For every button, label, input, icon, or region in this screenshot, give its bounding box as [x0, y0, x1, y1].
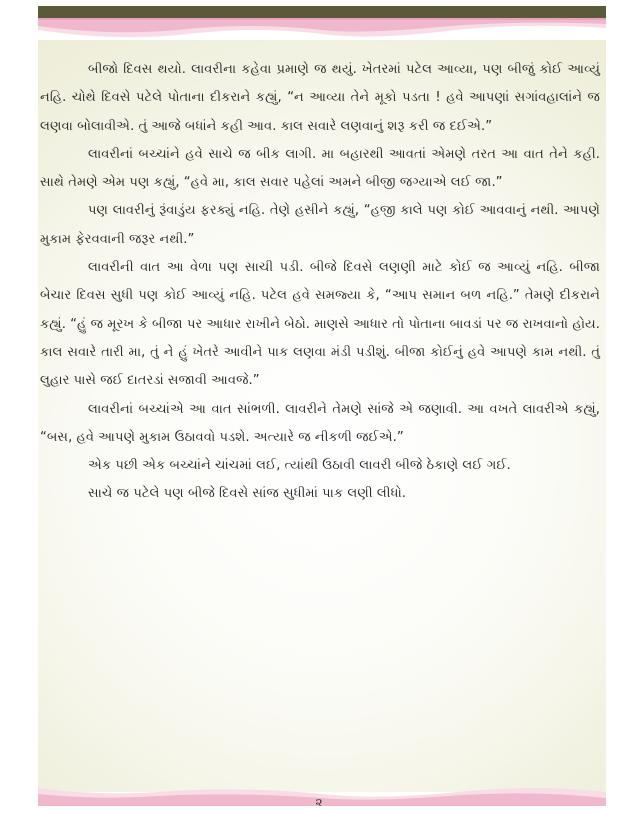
paragraph: લાવરીનાં બચ્ચાંએ આ વાત સાંભળી. લાવરીને તેમણે સાંજે એ જણાવી. આ વખતે લાવરીએ કહ્યું, “બસ, હવે આપણે મુકામ ઉઠાવવો પડશે. અત્યારે જ નીકળી જઈએ.” [40, 401, 600, 445]
paragraph: પણ લાવરીનું રૂંવાડુંય ફરક્યું નહિ. તેણે હસીને કહ્યું, “હજી કાલે પણ કોઈ આવવાનું નથી. આપણે મુકામ ફેરવવાની જરૂર નથી.” [40, 203, 600, 247]
page-number: ૨ [315, 795, 323, 809]
paragraph: લાવરીની વાત આ વેળા પણ સાચી પડી. બીજે દિવસે લણણી માટે કોઈ જ આવ્યું નહિ. બીજા બેચાર દિવસ સુધી પણ કોઈ આવ્યું નહિ. પટેલ હવે સમજ્યા કે, “આપ સમાન બળ નહિ.” તેમણે દીકરાને કહ્યું. “હું જ મૂરખ કે બીજા પર આધાર રાખીને બેઠો. માણસે આધાર તો પોતાના બાવડાં પર જ રાખવાનો હોય. કાલ સવારે તારી મા, તું ને હું ખેતરે આવીને પાક લણવા મંડી પડીશું. બીજા કોઈનું હવે આપણે કામ નથી. તું લુહાર પાસે જઈ દાતરડાં સજાવી આવજે.” [40, 260, 600, 389]
header-pink-wave [38, 18, 606, 48]
paragraph: સાચે જ પટેલે પણ બીજે દિવસે સાંજ સુધીમાં પાક લણી લીધો. [88, 486, 406, 502]
paragraph: એક પછી એક બચ્ચાંને ચાંચમાં લઈ, ત્યાંથી ઉઠાવી લાવરી બીજે ઠેકાણે લઈ ગઈ. [88, 458, 511, 474]
paragraph: બીજો દિવસ થયો. લાવરીના કહેવા પ્રમાણે જ થયું. ખેતરમાં પટેલ આવ્યા, પણ બીજું કોઈ આવ્યું નહિ. ચોથે દિવસે પટેલે પોતાના દીકરાને કહ્યું, “ન આવ્યા તેને મૂકો પડતા ! હવે આપણાં સગાંવહાલાંને જ લણવા બોલાવીએ. તું આજે બધાંને કહી આવ. કાલ સવારે લણવાનું શરૂ કરી જ દઈએ.” [40, 62, 600, 134]
story-text [40, 56, 600, 509]
paragraph: લાવરીનાં બચ્ચાંને હવે સાચે જ બીક લાગી. મા બહારથી આવતાં એમણે તરત આ વાત તેને કહી. સાથે તેમણે એમ પણ કહ્યું, “હવે મા, કાલ સવાર પહેલાં અમને બીજી જગ્યાએ લઈ જા.” [40, 146, 600, 191]
